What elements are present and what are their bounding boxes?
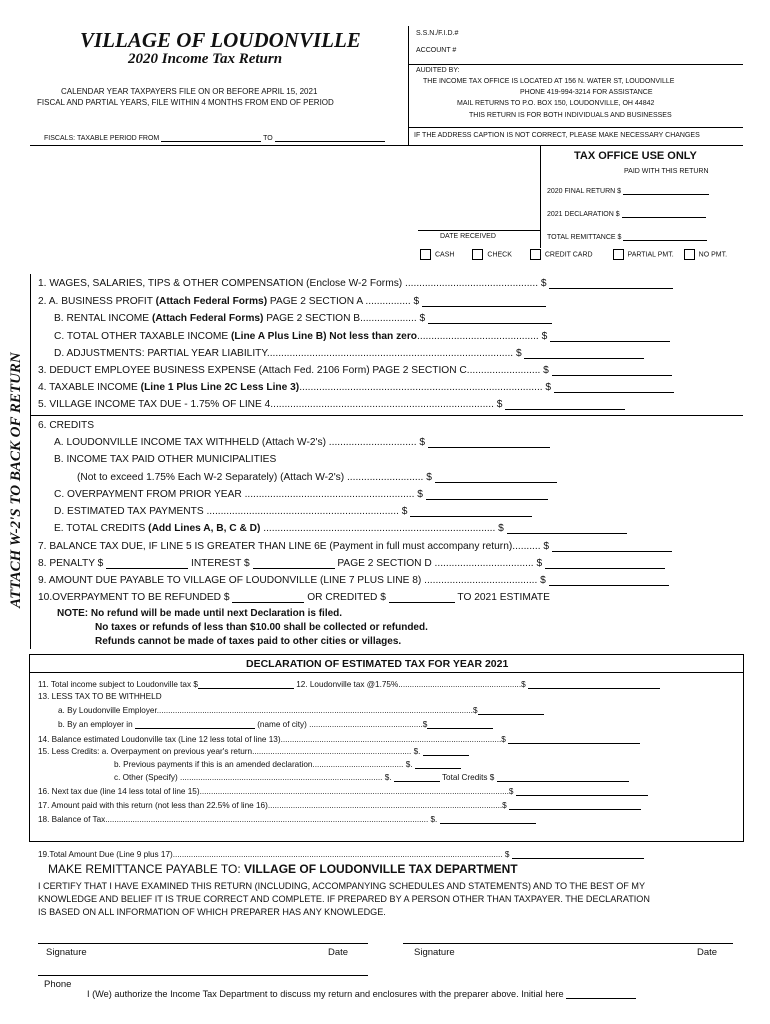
credited-field[interactable] [389, 592, 455, 603]
check-label: CHECK [487, 251, 512, 259]
decl-19-field[interactable] [512, 849, 644, 859]
line-2b-bold: (Attach Federal Forms) [151, 313, 264, 324]
line-6a [54, 437, 550, 448]
decl-13: 13. LESS TAX TO BE WITHHELD [38, 692, 162, 701]
decl-15b [114, 759, 461, 769]
initial-field[interactable] [566, 989, 636, 999]
decl-15 [38, 746, 469, 756]
certify-3: IS BASED ON ALL INFORMATION OF WHICH PREPARER HAS ANY KNOWLEDGE. [38, 907, 386, 917]
line-1 [38, 278, 673, 289]
calendar-note: CALENDAR YEAR TAXPAYERS FILE ON OR BEFORE APRIL 15, 2021 [61, 87, 318, 96]
credit-card-label: CREDIT CARD [544, 251, 593, 259]
line-2c [54, 331, 670, 342]
note-1: NOTE: No refund will be made until next Declaration is filed. [57, 608, 343, 619]
form-title: 2020 Income Tax Return [128, 51, 283, 67]
line-3-label: 3. DEDUCT EMPLOYEE BUSINESS EXPENSE (Attach Fed. 2106 Form) PAGE 2 SECTION C.......................... $ [38, 365, 549, 376]
phone-label: Phone [44, 979, 72, 990]
line-2c-field[interactable] [550, 331, 670, 342]
decl-17 [38, 800, 641, 810]
line-7 [38, 541, 672, 552]
village-title: VILLAGE OF LOUDONVILLE [80, 28, 361, 52]
decl-15b-field[interactable] [415, 759, 461, 769]
cash-checkbox[interactable] [420, 249, 431, 260]
line-10 [38, 592, 550, 603]
decl-13b-label-2: (name of city) ..................................................$ [257, 720, 428, 729]
office-info-1: THE INCOME TAX OFFICE IS LOCATED AT 156 N. WATER ST, LOUDONVILLE [423, 78, 675, 85]
decl-13a [58, 705, 544, 715]
line-2b-field[interactable] [428, 313, 552, 324]
refund-field[interactable] [232, 592, 304, 603]
line-4-label: 4. TAXABLE INCOME [38, 382, 141, 393]
decl-12-label: 12. Loudonville tax @1.75%......................................................$ [296, 680, 526, 689]
line-6d-field[interactable] [410, 506, 532, 517]
refund-label: 10.OVERPAYMENT TO BE REFUNDED $ [38, 592, 230, 603]
remittance-row [547, 232, 707, 241]
line-6e-bold: (Add Lines A, B, C & D) [148, 523, 261, 534]
decl-12-field[interactable] [528, 679, 660, 689]
line-6b: B. INCOME TAX PAID OTHER MUNICIPALITIES [54, 454, 277, 465]
credited-label: OR CREDITED $ [307, 592, 386, 603]
penalty-label: 8. PENALTY $ [38, 558, 104, 569]
decl-16-label: 16. Next tax due (line 14 less total of line 15)........................................................................................................................................$ [38, 787, 514, 796]
line-5-label: 5. VILLAGE INCOME TAX DUE - 1.75% OF LINE 4............................................................................... $ [38, 399, 503, 410]
penalty-field[interactable] [106, 558, 188, 569]
line-9-label: 9. AMOUNT DUE PAYABLE TO VILLAGE OF LOUDONVILLE (LINE 7 PLUS LINE 8) ........................................ $ [38, 575, 546, 586]
decl-13b-city-field[interactable] [135, 719, 255, 729]
decl-11 [38, 679, 660, 689]
line-2a-bold: (Attach Federal Forms) [155, 296, 268, 307]
line-6b-2 [77, 472, 557, 483]
payment-type-row [420, 249, 727, 260]
office-info-2: PHONE 419-994-3214 FOR ASSISTANCE [520, 89, 653, 96]
line-4-bold: (Line 1 Plus Line 2C Less Line 3) [140, 382, 300, 393]
decl-19 [38, 849, 644, 859]
line-4-post: ...................................................................................... $ [299, 382, 552, 393]
line-8 [38, 558, 665, 569]
note-2: No taxes or refunds of less than $10.00 shall be collected or refunded. [95, 622, 428, 633]
decl-13a-field[interactable] [478, 705, 544, 715]
authorize-row [87, 989, 636, 999]
certify-1: I CERTIFY THAT I HAVE EXAMINED THIS RETURN (INCLUDING, ACCOMPANYING SCHEDULES AND STATEMENTS) AND TO THE BEST OF MY [38, 881, 646, 891]
check-checkbox[interactable] [472, 249, 483, 260]
decl-17-field[interactable] [509, 800, 641, 810]
fiscals-to: TO [263, 135, 273, 142]
line-1-field[interactable] [549, 278, 673, 289]
interest-field[interactable] [253, 558, 335, 569]
interest-label: INTEREST $ [191, 558, 250, 569]
decl-15-label: 15. Less Credits: a. Overpayment on previous year's return...................................................................... $. [38, 747, 421, 756]
decl-13b [58, 719, 493, 729]
decl-14 [38, 734, 640, 744]
audited-label: AUDITED BY: [416, 67, 460, 74]
attach-w2-side-text: ATTACH W-2'S TO BACK OF RETURN [8, 352, 24, 608]
remit-payee: VILLAGE OF LOUDONVILLE TAX DEPARTMENT [244, 862, 518, 876]
line-2d-field[interactable] [524, 348, 644, 359]
decl-13b-field[interactable] [427, 719, 493, 729]
line-6c [54, 489, 548, 500]
remittance-field[interactable] [623, 232, 707, 241]
signature-label: Signature [46, 947, 87, 958]
fiscals-label: FISCALS: TAXABLE PERIOD FROM [44, 135, 160, 142]
remittance-label: TOTAL REMITTANCE $ [547, 234, 622, 241]
office-info-4: THIS RETURN IS FOR BOTH INDIVIDUALS AND BUSINESSES [469, 112, 672, 119]
line-8-field[interactable] [545, 558, 665, 569]
line-6e-field[interactable] [507, 523, 627, 534]
decl-15a-field[interactable] [423, 746, 469, 756]
line-6e-label: E. TOTAL CREDITS [54, 523, 149, 534]
line-2c-bold: (Line A Plus Line B) Not less than zero [231, 331, 418, 342]
decl-18 [38, 814, 536, 824]
address-note: IF THE ADDRESS CAPTION IS NOT CORRECT, PLEASE MAKE NECESSARY CHANGES [414, 132, 700, 139]
declaration-label: 2021 DECLARATION $ [547, 211, 620, 218]
no-pmt-label: NO PMT. [698, 251, 728, 259]
line-2a-field[interactable] [422, 296, 546, 307]
line-1-label: 1. WAGES, SALARIES, TIPS & OTHER COMPENSATION (Enclose W-2 Forms) ............................................... $ [38, 278, 547, 289]
decl-11-field[interactable] [198, 679, 294, 689]
decl-15c [114, 772, 629, 782]
line-5-field[interactable] [505, 399, 625, 410]
credit-card-checkbox[interactable] [530, 249, 541, 260]
total-credits-label: Total Credits $ [441, 773, 495, 782]
paid-label: PAID WITH THIS RETURN [624, 168, 709, 175]
line-9-field[interactable] [549, 575, 669, 586]
account-label: ACCOUNT # [416, 47, 457, 54]
line-2d [54, 348, 644, 359]
line-2b-post: PAGE 2 SECTION B.................... $ [263, 313, 426, 324]
partial-pmt-label: PARTIAL PMT. [627, 251, 674, 259]
line-3-field[interactable] [552, 365, 672, 376]
decl-13a-label: a. By Loudonville Employer...........................................................................................................................................$ [58, 706, 478, 715]
decl-11-label: 11. Total income subject to Loudonville tax $ [38, 680, 198, 689]
decl-18-label: 18. Balance of Tax.............................................................................................................................................. $. [38, 815, 438, 824]
no-pmt-checkbox[interactable] [684, 249, 695, 260]
line-3 [38, 365, 672, 376]
phone-line[interactable] [38, 975, 368, 976]
line-2c-post: ........................................... $ [417, 331, 548, 342]
line-6b-field[interactable] [435, 472, 557, 483]
decl-18-field[interactable] [440, 814, 536, 824]
line-6a-label: A. LOUDONVILLE INCOME TAX WITHHELD (Attach W-2's) ............................... $ [54, 437, 426, 448]
authorize-text: I (We) authorize the Income Tax Department to discuss my return and enclosures with the preparer above. Initial here [87, 989, 564, 999]
decl-14-label: 14. Balance estimated Loudonville tax (Line 12 less total of line 13).................................................................................................$ [38, 735, 506, 744]
line-6e [54, 523, 627, 534]
final-return-field[interactable] [623, 186, 709, 195]
declaration-title: DECLARATION OF ESTIMATED TAX FOR YEAR 2021 [246, 658, 509, 670]
partial-pmt-checkbox[interactable] [613, 249, 624, 260]
line-6d-label: D. ESTIMATED TAX PAYMENTS .................................................................... $ [54, 506, 408, 517]
line-4 [38, 382, 674, 393]
decl-16-field[interactable] [516, 786, 648, 796]
declaration-row [547, 209, 706, 218]
decl-15c-field[interactable] [394, 772, 440, 782]
date-received-label: DATE RECEIVED [440, 233, 496, 240]
decl-13b-label: b. By an employer in [58, 720, 133, 729]
taxpayer-signature-line[interactable] [38, 943, 368, 944]
cash-label: CASH [435, 251, 455, 259]
line-7-label: 7. BALANCE TAX DUE, IF LINE 5 IS GREATER THAN LINE 6E (Payment in full must accompany return).......... $ [38, 541, 550, 552]
line-2d-label: D. ADJUSTMENTS: PARTIAL YEAR LIABILITY....................................................................................... $ [54, 348, 522, 359]
decl-14-field[interactable] [508, 734, 640, 744]
line-6c-field[interactable] [426, 489, 548, 500]
decl-16 [38, 786, 648, 796]
fiscals-row [44, 133, 385, 142]
line-2b-label: B. RENTAL INCOME [54, 313, 152, 324]
decl-15c-label: c. Other (Specify) ......................................................................................... $. [114, 773, 392, 782]
fiscal-note: FISCAL AND PARTIAL YEARS, FILE WITHIN 4 MONTHS FROM END OF PERIOD [37, 98, 334, 107]
line-9 [38, 575, 669, 586]
line-6a-field[interactable] [428, 437, 550, 448]
decl-19-label: 19.Total Amount Due (Line 9 plus 17)................................................................................................................................................. $ [38, 850, 510, 859]
decl-17-label: 17. Amount paid with this return (not less than 22.5% of line 16).......................................................................................................$ [38, 801, 507, 810]
line-7-field[interactable] [552, 541, 672, 552]
line-6b-label: (Not to exceed 1.75% Each W-2 Separately) (Attach W-2's) ........................... $ [77, 472, 432, 483]
line-6d [54, 506, 532, 517]
date-label-2: Date [697, 947, 718, 958]
line-2a [38, 296, 546, 307]
office-info-3: MAIL RETURNS TO P.O. BOX 150, LOUDONVILLE, OH 44842 [457, 100, 655, 107]
line-5 [38, 399, 625, 410]
declaration-field[interactable] [622, 209, 706, 218]
line-4-field[interactable] [554, 382, 674, 393]
fiscal-to-field[interactable] [275, 133, 385, 142]
date-label: Date [328, 947, 349, 958]
estimate-label: TO 2021 ESTIMATE [457, 592, 550, 603]
line-6: 6. CREDITS [38, 420, 95, 431]
line-2b [54, 313, 552, 324]
line-6c-label: C. OVERPAYMENT FROM PRIOR YEAR ............................................................ $ [54, 489, 423, 500]
line-8-label: PAGE 2 SECTION D ................................... $ [337, 558, 543, 569]
preparer-signature-line[interactable] [403, 943, 733, 944]
certify-2: KNOWLEDGE AND BELIEF IT IS TRUE CORRECT AND COMPLETE. IF PREPARED BY A PERSON OTHER THAN TAXPAYER. THE DECLARATION [38, 894, 650, 904]
remittance-line [48, 862, 518, 876]
final-return-row [547, 186, 709, 195]
line-2a-label: 2. A. BUSINESS PROFIT [38, 296, 156, 307]
final-return-label: 2020 FINAL RETURN $ [547, 188, 622, 195]
decl-15b-label: b. Previous payments if this is an amended declaration........................................ $. [114, 760, 413, 769]
ssn-label: S.S.N./F.I.D.# [416, 30, 459, 37]
line-2a-post: PAGE 2 SECTION A ................ $ [267, 296, 420, 307]
signature-label-2: Signature [414, 947, 455, 958]
fiscal-from-field[interactable] [161, 133, 261, 142]
office-use-title: TAX OFFICE USE ONLY [574, 150, 697, 162]
line-2c-label: C. TOTAL OTHER TAXABLE INCOME [54, 331, 231, 342]
remit-label: MAKE REMITTANCE PAYABLE TO: [48, 862, 245, 876]
line-6e-post: .................................................................................. $ [260, 523, 504, 534]
note-3: Refunds cannot be made of taxes paid to other cities or villages. [95, 636, 402, 647]
total-credits-field[interactable] [497, 772, 629, 782]
